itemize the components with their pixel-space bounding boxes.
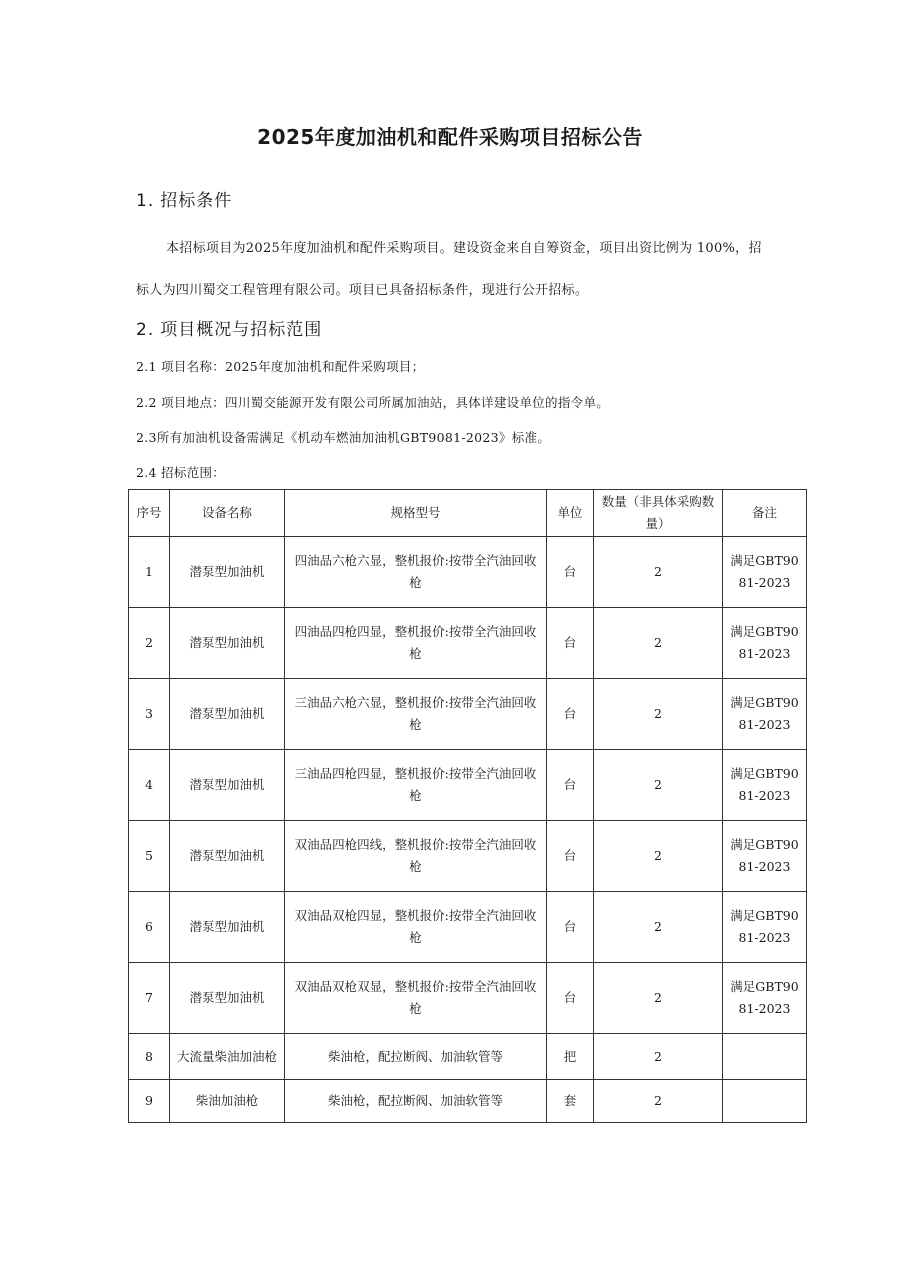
cell-qty: 2	[594, 537, 723, 608]
cell-spec: 双油品双枪双显，整机报价:按带全汽油回收枪	[285, 963, 547, 1034]
cell-note: 满足GBT9081-2023	[723, 821, 807, 892]
cell-name: 潜泵型加油机	[170, 679, 285, 750]
cell-note	[723, 1080, 807, 1123]
cell-unit: 台	[547, 537, 594, 608]
cell-qty: 2	[594, 1034, 723, 1080]
cell-spec: 三油品六枪六显，整机报价:按带全汽油回收枪	[285, 679, 547, 750]
table-row	[129, 892, 807, 963]
cell-seq: 5	[129, 821, 170, 892]
section-1-number: 1.	[136, 191, 155, 211]
section-1-title: 招标条件	[160, 191, 233, 211]
cell-name: 潜泵型加油机	[170, 750, 285, 821]
cell-unit: 台	[547, 679, 594, 750]
cell-qty: 2	[594, 963, 723, 1034]
cell-seq: 9	[129, 1080, 170, 1123]
item-2-3: 2.3所有加油机设备需满足《机动车燃油加油机GBT9081-2023》标准。	[136, 430, 551, 445]
section-2-title: 项目概况与招标范围	[160, 320, 323, 340]
cell-unit: 台	[547, 608, 594, 679]
cell-note	[723, 1034, 807, 1080]
cell-note: 满足GBT9081-2023	[723, 892, 807, 963]
cell-name: 潜泵型加油机	[170, 821, 285, 892]
header-seq: 序号	[129, 490, 170, 537]
section-2-heading	[136, 315, 322, 340]
table-row	[129, 750, 807, 821]
cell-unit: 台	[547, 821, 594, 892]
header-note: 备注	[723, 490, 807, 537]
cell-note: 满足GBT9081-2023	[723, 963, 807, 1034]
table-row	[129, 679, 807, 750]
cell-spec: 柴油枪，配拉断阀、加油软管等	[285, 1034, 547, 1080]
cell-spec: 双油品四枪四线，整机报价:按带全汽油回收枪	[285, 821, 547, 892]
header-qty: 数量（非具体采购数量）	[594, 490, 723, 537]
cell-spec: 双油品双枪四显，整机报价:按带全汽油回收枪	[285, 892, 547, 963]
cell-seq: 6	[129, 892, 170, 963]
item-2-1: 2.1 项目名称：2025年度加油机和配件采购项目；	[136, 359, 425, 374]
cell-qty: 2	[594, 892, 723, 963]
cell-name: 大流量柴油加油枪	[170, 1034, 285, 1080]
item-2-2: 2.2 项目地点：四川蜀交能源开发有限公司所属加油站，具体详建设单位的指令单。	[136, 395, 610, 410]
cell-unit: 台	[547, 963, 594, 1034]
table-row	[129, 821, 807, 892]
scope-table	[128, 489, 807, 1123]
cell-qty: 2	[594, 679, 723, 750]
document-title: 2025年度加油机和配件采购项目招标公告	[257, 125, 643, 149]
table-row	[129, 537, 807, 608]
section-1-para-line-2: 标人为四川蜀交工程管理有限公司。项目已具备招标条件，现进行公开招标。	[136, 283, 589, 298]
cell-note: 满足GBT9081-2023	[723, 750, 807, 821]
cell-spec: 柴油枪，配拉断阀、加油软管等	[285, 1080, 547, 1123]
section-1-para-line-1: 本招标项目为2025年度加油机和配件采购项目。建设资金来自自筹资金，项目出资比例为 100%，招	[166, 241, 762, 256]
cell-seq: 7	[129, 963, 170, 1034]
cell-name: 潜泵型加油机	[170, 537, 285, 608]
cell-name: 潜泵型加油机	[170, 892, 285, 963]
cell-seq: 4	[129, 750, 170, 821]
cell-qty: 2	[594, 608, 723, 679]
table-row	[129, 963, 807, 1034]
cell-name: 潜泵型加油机	[170, 608, 285, 679]
table-row	[129, 1080, 807, 1123]
cell-qty: 2	[594, 821, 723, 892]
cell-seq: 2	[129, 608, 170, 679]
cell-qty: 2	[594, 750, 723, 821]
table-row	[129, 1034, 807, 1080]
section-2-number: 2.	[136, 320, 155, 340]
cell-qty: 2	[594, 1080, 723, 1123]
cell-unit: 台	[547, 750, 594, 821]
item-2-4: 2.4 招标范围：	[136, 465, 226, 480]
cell-seq: 3	[129, 679, 170, 750]
section-1-heading	[136, 186, 232, 211]
cell-name: 柴油加油枪	[170, 1080, 285, 1123]
cell-note: 满足GBT9081-2023	[723, 608, 807, 679]
table-row	[129, 608, 807, 679]
cell-spec: 四油品六枪六显，整机报价:按带全汽油回收枪	[285, 537, 547, 608]
cell-spec: 三油品四枪四显，整机报价:按带全汽油回收枪	[285, 750, 547, 821]
cell-unit: 套	[547, 1080, 594, 1123]
cell-name: 潜泵型加油机	[170, 963, 285, 1034]
table-header-row	[129, 490, 807, 537]
cell-unit: 把	[547, 1034, 594, 1080]
header-name: 设备名称	[170, 490, 285, 537]
header-unit: 单位	[547, 490, 594, 537]
cell-seq: 8	[129, 1034, 170, 1080]
cell-note: 满足GBT9081-2023	[723, 537, 807, 608]
cell-unit: 台	[547, 892, 594, 963]
cell-seq: 1	[129, 537, 170, 608]
cell-spec: 四油品四枪四显，整机报价:按带全汽油回收枪	[285, 608, 547, 679]
header-spec: 规格型号	[285, 490, 547, 537]
cell-note: 满足GBT9081-2023	[723, 679, 807, 750]
